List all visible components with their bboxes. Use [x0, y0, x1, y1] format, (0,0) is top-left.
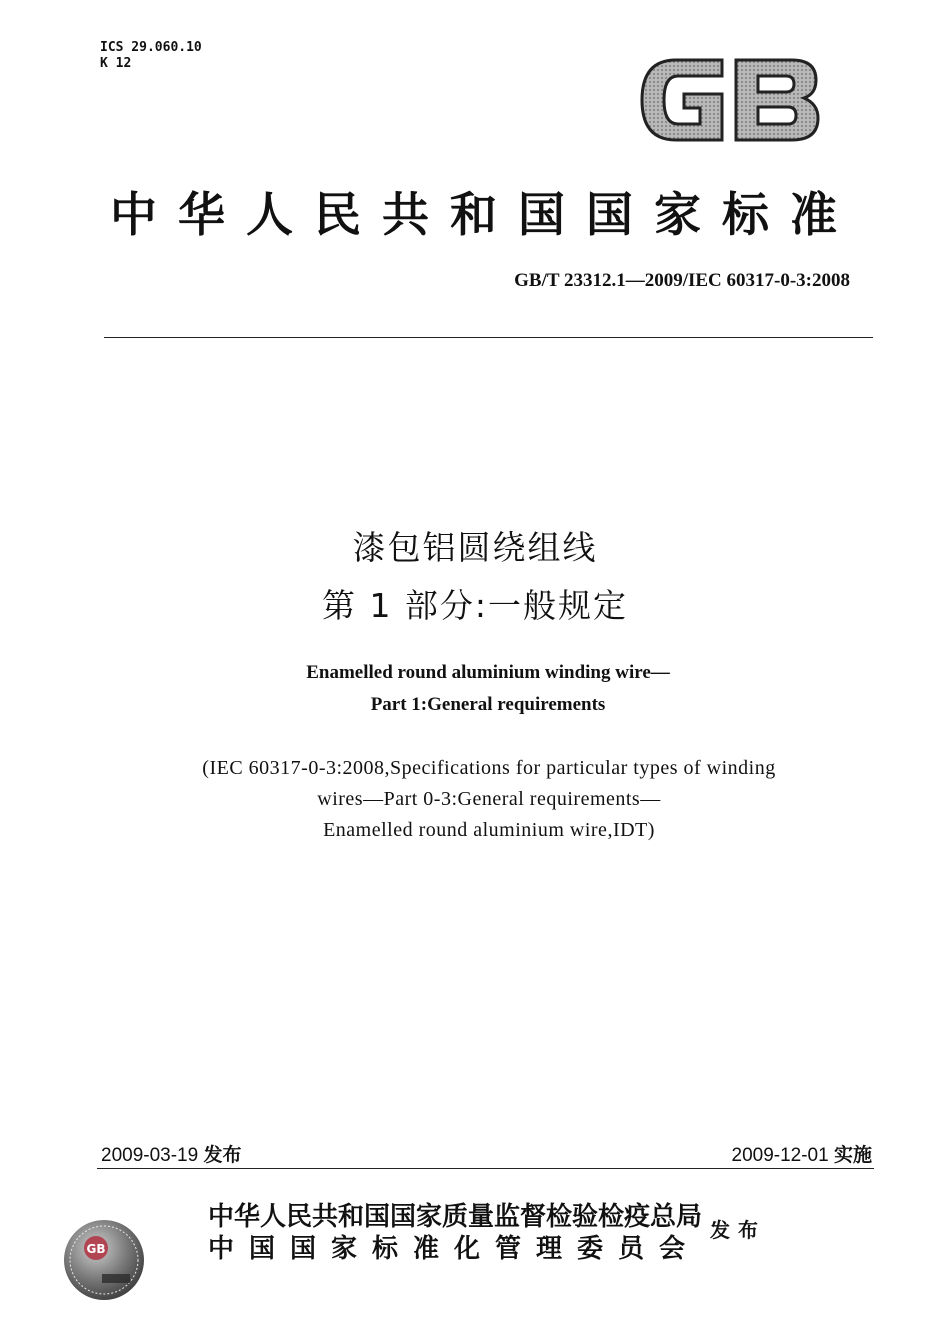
adoption-note-line-3: Enamelled round aluminium wire,IDT): [323, 819, 655, 841]
ccs-code: K 12: [100, 56, 132, 71]
implementation-label: 实施: [833, 1144, 872, 1166]
implementation-date: 2009-12-01: [731, 1145, 829, 1166]
national-standard-title: 中华人民共和国国家标准: [110, 188, 858, 243]
classification-codes: [100, 40, 202, 72]
english-title-line-1: Enamelled round aluminium winding wire—: [306, 662, 670, 683]
ics-code: ICS 29.060.10: [100, 40, 202, 55]
gb-logo: [636, 52, 822, 148]
chinese-title-line-1: 漆包铝圆绕组线: [352, 528, 598, 567]
bottom-divider: [97, 1168, 874, 1169]
issue-label: 发布: [203, 1144, 242, 1166]
issuer-line-2: 中国国家标准化管理委员会: [208, 1234, 701, 1264]
adoption-note-line-2: wires—Part 0-3:General requirements—: [317, 788, 661, 810]
english-title-line-2: Part 1:General requirements: [370, 694, 606, 715]
issuer-line-1: 中华人民共和国国家质量监督检验检疫总局: [208, 1202, 703, 1232]
svg-text:GB: GB: [86, 1242, 106, 1256]
issued-by-label: 发布: [710, 1218, 766, 1242]
standard-number: GB/T 23312.1—2009/IEC 60317-0-3:2008: [514, 270, 850, 291]
chinese-title-line-2: 第 1 部分:一般规定: [321, 586, 629, 625]
adoption-note-line-1: (IEC 60317-0-3:2008,Specifications for particular types of winding: [202, 757, 776, 779]
implementation-date-block: [732, 1140, 873, 1167]
issue-date: 2009-03-19: [101, 1145, 199, 1166]
anti-counterfeit-seal-icon: [62, 1218, 146, 1302]
top-divider: [104, 337, 873, 338]
issue-date-block: [101, 1140, 242, 1167]
